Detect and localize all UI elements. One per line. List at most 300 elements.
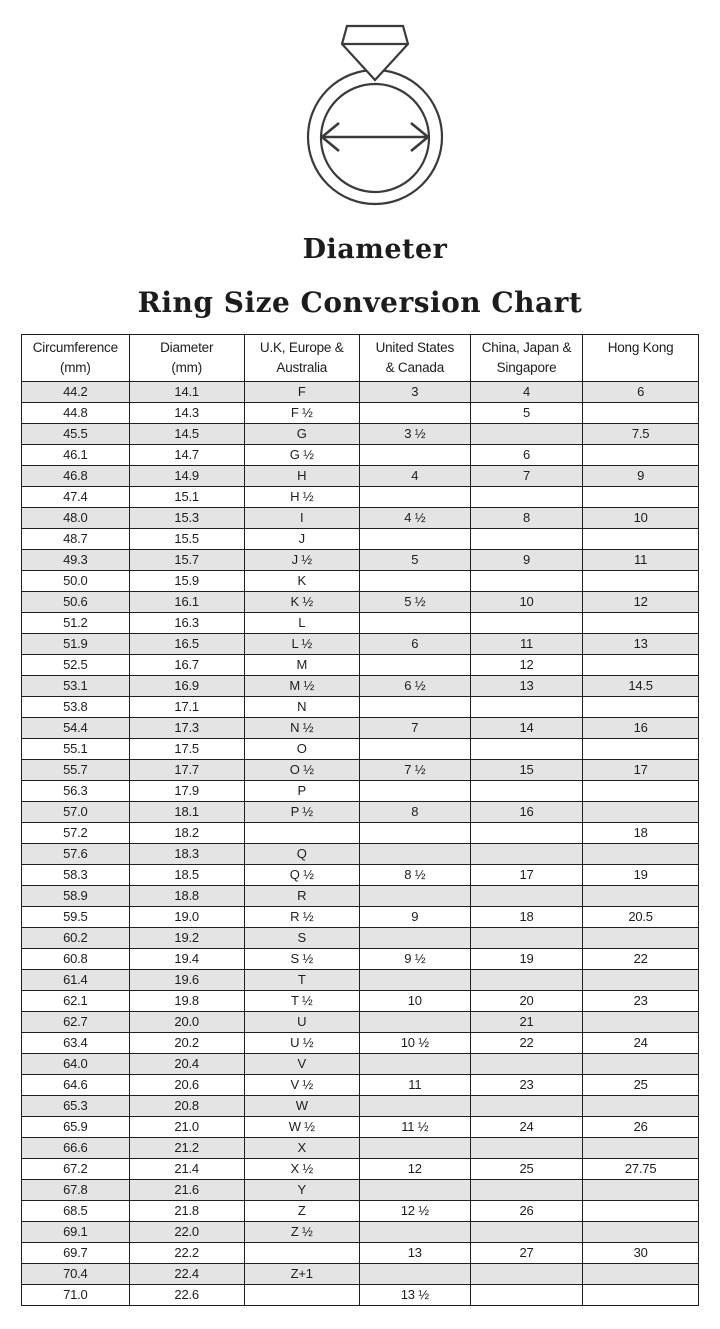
table-cell-circumference-mm: 66.6 — [22, 1138, 130, 1159]
table-cell-china-japan-singapore: 16 — [470, 802, 582, 823]
table-cell-hong-kong: 30 — [583, 1243, 699, 1264]
table-cell-circumference-mm: 69.7 — [22, 1243, 130, 1264]
table-cell-hong-kong — [583, 697, 699, 718]
table-cell-uk-europe-australia: V ½ — [244, 1075, 359, 1096]
table-cell-diameter-mm: 22.0 — [129, 1222, 244, 1243]
table-row — [22, 1033, 699, 1054]
table-cell-china-japan-singapore: 14 — [470, 718, 582, 739]
table-cell-hong-kong — [583, 1180, 699, 1201]
table-cell-diameter-mm: 14.7 — [129, 445, 244, 466]
table-cell-hong-kong: 9 — [583, 466, 699, 487]
table-row — [22, 592, 699, 613]
ring-diameter-illustration — [265, 10, 485, 210]
table-row — [22, 802, 699, 823]
table-cell-hong-kong — [583, 655, 699, 676]
table-cell-diameter-mm: 14.9 — [129, 466, 244, 487]
table-row — [22, 634, 699, 655]
column-header-united-states-canada: United States & Canada — [359, 335, 470, 382]
page-title: Ring Size Conversion Chart — [137, 286, 583, 319]
table-cell-united-states-canada: 10 ½ — [359, 1033, 470, 1054]
table-cell-diameter-mm: 14.5 — [129, 424, 244, 445]
table-cell-china-japan-singapore: 12 — [470, 655, 582, 676]
table-cell-circumference-mm: 57.0 — [22, 802, 130, 823]
table-cell-uk-europe-australia: L — [244, 613, 359, 634]
table-cell-uk-europe-australia: U ½ — [244, 1033, 359, 1054]
table-cell-china-japan-singapore: 21 — [470, 1012, 582, 1033]
table-cell-hong-kong — [583, 1096, 699, 1117]
table-cell-china-japan-singapore: 23 — [470, 1075, 582, 1096]
table-cell-china-japan-singapore — [470, 529, 582, 550]
table-cell-hong-kong: 10 — [583, 508, 699, 529]
table-cell-united-states-canada: 12 — [359, 1159, 470, 1180]
table-cell-china-japan-singapore: 20 — [470, 991, 582, 1012]
table-row — [22, 1201, 699, 1222]
table-cell-china-japan-singapore — [470, 739, 582, 760]
table-cell-hong-kong: 12 — [583, 592, 699, 613]
table-cell-china-japan-singapore: 10 — [470, 592, 582, 613]
column-header-uk-europe-australia: U.K, Europe & Australia — [244, 335, 359, 382]
table-cell-circumference-mm: 44.8 — [22, 403, 130, 424]
table-cell-circumference-mm: 69.1 — [22, 1222, 130, 1243]
table-cell-china-japan-singapore — [470, 1222, 582, 1243]
table-row — [22, 949, 699, 970]
table-cell-diameter-mm: 14.3 — [129, 403, 244, 424]
table-cell-china-japan-singapore — [470, 1096, 582, 1117]
table-cell-circumference-mm: 68.5 — [22, 1201, 130, 1222]
table-cell-united-states-canada: 11 ½ — [359, 1117, 470, 1138]
table-cell-hong-kong: 16 — [583, 718, 699, 739]
table-cell-uk-europe-australia: O ½ — [244, 760, 359, 781]
table-cell-uk-europe-australia: K — [244, 571, 359, 592]
table-cell-china-japan-singapore — [470, 823, 582, 844]
table-cell-circumference-mm: 47.4 — [22, 487, 130, 508]
table-cell-hong-kong — [583, 571, 699, 592]
table-row — [22, 676, 699, 697]
table-row — [22, 571, 699, 592]
table-cell-united-states-canada — [359, 697, 470, 718]
table-cell-china-japan-singapore — [470, 781, 582, 802]
table-cell-china-japan-singapore — [470, 1054, 582, 1075]
table-cell-united-states-canada — [359, 970, 470, 991]
table-cell-diameter-mm: 17.1 — [129, 697, 244, 718]
table-cell-united-states-canada: 13 — [359, 1243, 470, 1264]
table-cell-hong-kong — [583, 1012, 699, 1033]
table-cell-circumference-mm: 59.5 — [22, 907, 130, 928]
table-cell-uk-europe-australia — [244, 1243, 359, 1264]
header-row — [22, 335, 699, 382]
table-cell-united-states-canada: 11 — [359, 1075, 470, 1096]
column-header-diameter-mm: Diameter (mm) — [129, 335, 244, 382]
table-cell-uk-europe-australia: O — [244, 739, 359, 760]
table-cell-hong-kong: 19 — [583, 865, 699, 886]
table-row — [22, 466, 699, 487]
table-cell-hong-kong: 27.75 — [583, 1159, 699, 1180]
table-cell-china-japan-singapore — [470, 886, 582, 907]
table-cell-circumference-mm: 65.3 — [22, 1096, 130, 1117]
table-cell-china-japan-singapore — [470, 1138, 582, 1159]
table-row — [22, 382, 699, 403]
table-row — [22, 1222, 699, 1243]
table-cell-hong-kong: 24 — [583, 1033, 699, 1054]
table-cell-hong-kong — [583, 1054, 699, 1075]
diameter-arrow — [322, 123, 428, 151]
table-cell-uk-europe-australia: K ½ — [244, 592, 359, 613]
table-row — [22, 1243, 699, 1264]
table-cell-diameter-mm: 17.7 — [129, 760, 244, 781]
table-row — [22, 865, 699, 886]
table-cell-hong-kong — [583, 529, 699, 550]
table-cell-circumference-mm: 64.0 — [22, 1054, 130, 1075]
table-cell-china-japan-singapore: 8 — [470, 508, 582, 529]
table-row — [22, 718, 699, 739]
table-cell-hong-kong — [583, 1222, 699, 1243]
table-cell-circumference-mm: 61.4 — [22, 970, 130, 991]
table-row — [22, 403, 699, 424]
table-cell-diameter-mm: 20.8 — [129, 1096, 244, 1117]
table-cell-uk-europe-australia: T ½ — [244, 991, 359, 1012]
table-row — [22, 655, 699, 676]
table-cell-united-states-canada: 3 — [359, 382, 470, 403]
table-cell-uk-europe-australia: N ½ — [244, 718, 359, 739]
table-cell-china-japan-singapore: 19 — [470, 949, 582, 970]
table-cell-united-states-canada — [359, 571, 470, 592]
table-cell-china-japan-singapore: 6 — [470, 445, 582, 466]
table-row — [22, 1054, 699, 1075]
table-cell-uk-europe-australia: V — [244, 1054, 359, 1075]
table-cell-hong-kong: 7.5 — [583, 424, 699, 445]
table-cell-uk-europe-australia — [244, 1285, 359, 1306]
table-row — [22, 508, 699, 529]
table-cell-uk-europe-australia: Y — [244, 1180, 359, 1201]
table-cell-united-states-canada — [359, 886, 470, 907]
table-cell-circumference-mm: 55.7 — [22, 760, 130, 781]
table-cell-china-japan-singapore: 7 — [470, 466, 582, 487]
table-cell-diameter-mm: 15.7 — [129, 550, 244, 571]
table-cell-china-japan-singapore — [470, 424, 582, 445]
table-row — [22, 823, 699, 844]
table-cell-circumference-mm: 46.1 — [22, 445, 130, 466]
table-cell-circumference-mm: 49.3 — [22, 550, 130, 571]
table-cell-diameter-mm: 17.3 — [129, 718, 244, 739]
table-cell-hong-kong: 22 — [583, 949, 699, 970]
table-row — [22, 1012, 699, 1033]
table-cell-china-japan-singapore — [470, 487, 582, 508]
table-cell-united-states-canada — [359, 1012, 470, 1033]
table-cell-united-states-canada: 7 ½ — [359, 760, 470, 781]
table-cell-uk-europe-australia: Z ½ — [244, 1222, 359, 1243]
table-cell-diameter-mm: 17.9 — [129, 781, 244, 802]
table-row — [22, 886, 699, 907]
table-cell-united-states-canada — [359, 823, 470, 844]
table-cell-hong-kong — [583, 445, 699, 466]
table-cell-uk-europe-australia: N — [244, 697, 359, 718]
table-row — [22, 487, 699, 508]
table-cell-hong-kong: 14.5 — [583, 676, 699, 697]
table-cell-uk-europe-australia: U — [244, 1012, 359, 1033]
table-row — [22, 1264, 699, 1285]
table-cell-diameter-mm: 22.4 — [129, 1264, 244, 1285]
table-cell-uk-europe-australia: Q — [244, 844, 359, 865]
table-cell-uk-europe-australia: Z — [244, 1201, 359, 1222]
table-cell-united-states-canada — [359, 1054, 470, 1075]
table-cell-china-japan-singapore: 9 — [470, 550, 582, 571]
table-cell-uk-europe-australia: P ½ — [244, 802, 359, 823]
table-cell-hong-kong — [583, 781, 699, 802]
table-cell-united-states-canada: 5 — [359, 550, 470, 571]
table-cell-china-japan-singapore: 22 — [470, 1033, 582, 1054]
table-cell-uk-europe-australia: F ½ — [244, 403, 359, 424]
table-cell-china-japan-singapore — [470, 697, 582, 718]
table-cell-united-states-canada: 13 ½ — [359, 1285, 470, 1306]
table-cell-uk-europe-australia: H — [244, 466, 359, 487]
table-cell-diameter-mm: 16.9 — [129, 676, 244, 697]
table-cell-circumference-mm: 70.4 — [22, 1264, 130, 1285]
table-cell-united-states-canada — [359, 1180, 470, 1201]
table-cell-china-japan-singapore — [470, 928, 582, 949]
column-header-china-japan-singapore: China, Japan & Singapore — [470, 335, 582, 382]
table-row — [22, 1075, 699, 1096]
table-cell-circumference-mm: 65.9 — [22, 1117, 130, 1138]
table-cell-circumference-mm: 60.2 — [22, 928, 130, 949]
table-cell-uk-europe-australia: F — [244, 382, 359, 403]
table-cell-diameter-mm: 19.6 — [129, 970, 244, 991]
table-cell-diameter-mm: 20.2 — [129, 1033, 244, 1054]
table-cell-diameter-mm: 21.8 — [129, 1201, 244, 1222]
table-cell-united-states-canada — [359, 529, 470, 550]
table-cell-diameter-mm: 18.8 — [129, 886, 244, 907]
table-cell-hong-kong: 6 — [583, 382, 699, 403]
table-cell-circumference-mm: 67.2 — [22, 1159, 130, 1180]
table-cell-united-states-canada — [359, 655, 470, 676]
table-row — [22, 907, 699, 928]
table-cell-circumference-mm: 58.9 — [22, 886, 130, 907]
table-cell-uk-europe-australia: M ½ — [244, 676, 359, 697]
ring-size-table — [21, 334, 699, 1306]
table-cell-united-states-canada — [359, 1264, 470, 1285]
table-cell-china-japan-singapore — [470, 970, 582, 991]
column-header-hong-kong: Hong Kong — [583, 335, 699, 382]
table-cell-united-states-canada — [359, 487, 470, 508]
table-cell-uk-europe-australia: W ½ — [244, 1117, 359, 1138]
table-cell-united-states-canada: 3 ½ — [359, 424, 470, 445]
table-cell-united-states-canada — [359, 403, 470, 424]
table-cell-diameter-mm: 16.5 — [129, 634, 244, 655]
table-cell-uk-europe-australia: J — [244, 529, 359, 550]
table-row — [22, 928, 699, 949]
table-cell-diameter-mm: 21.0 — [129, 1117, 244, 1138]
table-cell-circumference-mm: 50.0 — [22, 571, 130, 592]
table-cell-diameter-mm: 22.2 — [129, 1243, 244, 1264]
table-row — [22, 1285, 699, 1306]
table-cell-diameter-mm: 20.0 — [129, 1012, 244, 1033]
table-cell-hong-kong: 25 — [583, 1075, 699, 1096]
table-cell-china-japan-singapore — [470, 844, 582, 865]
table-cell-uk-europe-australia — [244, 823, 359, 844]
table-cell-circumference-mm: 63.4 — [22, 1033, 130, 1054]
table-row — [22, 760, 699, 781]
table-cell-circumference-mm: 71.0 — [22, 1285, 130, 1306]
table-cell-united-states-canada — [359, 445, 470, 466]
table-cell-uk-europe-australia: S — [244, 928, 359, 949]
table-cell-china-japan-singapore — [470, 1264, 582, 1285]
table-cell-diameter-mm: 16.1 — [129, 592, 244, 613]
table-cell-united-states-canada: 12 ½ — [359, 1201, 470, 1222]
table-cell-circumference-mm: 58.3 — [22, 865, 130, 886]
table-cell-china-japan-singapore: 26 — [470, 1201, 582, 1222]
table-cell-united-states-canada — [359, 1096, 470, 1117]
table-cell-united-states-canada: 8 — [359, 802, 470, 823]
table-cell-united-states-canada: 4 — [359, 466, 470, 487]
table-cell-circumference-mm: 57.6 — [22, 844, 130, 865]
table-cell-uk-europe-australia: X — [244, 1138, 359, 1159]
table-cell-diameter-mm: 18.1 — [129, 802, 244, 823]
table-cell-china-japan-singapore — [470, 1180, 582, 1201]
table-row — [22, 739, 699, 760]
table-cell-circumference-mm: 57.2 — [22, 823, 130, 844]
table-cell-uk-europe-australia: L ½ — [244, 634, 359, 655]
table-cell-united-states-canada — [359, 781, 470, 802]
table-cell-diameter-mm: 15.9 — [129, 571, 244, 592]
table-cell-circumference-mm: 54.4 — [22, 718, 130, 739]
table-cell-uk-europe-australia: T — [244, 970, 359, 991]
table-cell-china-japan-singapore: 13 — [470, 676, 582, 697]
table-cell-uk-europe-australia: M — [244, 655, 359, 676]
table-cell-diameter-mm: 19.2 — [129, 928, 244, 949]
table-cell-uk-europe-australia: I — [244, 508, 359, 529]
table-cell-hong-kong: 11 — [583, 550, 699, 571]
table-cell-united-states-canada: 4 ½ — [359, 508, 470, 529]
table-cell-hong-kong — [583, 1138, 699, 1159]
table-cell-uk-europe-australia: P — [244, 781, 359, 802]
table-cell-diameter-mm: 16.7 — [129, 655, 244, 676]
diamond-shape — [342, 26, 408, 80]
table-cell-circumference-mm: 48.0 — [22, 508, 130, 529]
table-cell-china-japan-singapore: 18 — [470, 907, 582, 928]
table-cell-hong-kong: 26 — [583, 1117, 699, 1138]
table-cell-diameter-mm: 20.4 — [129, 1054, 244, 1075]
table-cell-china-japan-singapore — [470, 571, 582, 592]
table-cell-diameter-mm: 18.5 — [129, 865, 244, 886]
table-cell-united-states-canada — [359, 1138, 470, 1159]
table-cell-united-states-canada — [359, 1222, 470, 1243]
table-row — [22, 697, 699, 718]
table-row — [22, 991, 699, 1012]
table-cell-diameter-mm: 14.1 — [129, 382, 244, 403]
table-row — [22, 1180, 699, 1201]
table-cell-uk-europe-australia: X ½ — [244, 1159, 359, 1180]
table-cell-hong-kong: 17 — [583, 760, 699, 781]
table-cell-uk-europe-australia: Z+1 — [244, 1264, 359, 1285]
table-cell-diameter-mm: 19.4 — [129, 949, 244, 970]
table-cell-china-japan-singapore: 11 — [470, 634, 582, 655]
table-cell-circumference-mm: 50.6 — [22, 592, 130, 613]
table-cell-hong-kong — [583, 844, 699, 865]
table-cell-circumference-mm: 62.7 — [22, 1012, 130, 1033]
table-cell-uk-europe-australia: R — [244, 886, 359, 907]
table-cell-hong-kong: 23 — [583, 991, 699, 1012]
table-cell-china-japan-singapore: 17 — [470, 865, 582, 886]
table-cell-hong-kong — [583, 1201, 699, 1222]
table-cell-united-states-canada: 9 — [359, 907, 470, 928]
diameter-label: Diameter — [302, 234, 448, 265]
table-cell-united-states-canada — [359, 739, 470, 760]
table-cell-united-states-canada: 8 ½ — [359, 865, 470, 886]
table-row — [22, 844, 699, 865]
table-cell-circumference-mm: 53.8 — [22, 697, 130, 718]
table-row — [22, 1159, 699, 1180]
table-cell-united-states-canada: 5 ½ — [359, 592, 470, 613]
table-cell-diameter-mm: 21.2 — [129, 1138, 244, 1159]
table-row — [22, 1096, 699, 1117]
table-header — [22, 335, 699, 382]
table-cell-circumference-mm: 60.8 — [22, 949, 130, 970]
table-cell-diameter-mm: 22.6 — [129, 1285, 244, 1306]
table-cell-diameter-mm: 16.3 — [129, 613, 244, 634]
table-cell-hong-kong — [583, 739, 699, 760]
table-cell-united-states-canada — [359, 844, 470, 865]
table-cell-diameter-mm: 15.1 — [129, 487, 244, 508]
table-cell-hong-kong — [583, 487, 699, 508]
table-cell-hong-kong — [583, 1264, 699, 1285]
table-cell-united-states-canada: 7 — [359, 718, 470, 739]
ring-icon — [265, 10, 485, 210]
table-cell-china-japan-singapore — [470, 613, 582, 634]
table-cell-diameter-mm: 15.3 — [129, 508, 244, 529]
table-cell-china-japan-singapore: 25 — [470, 1159, 582, 1180]
table-cell-circumference-mm: 55.1 — [22, 739, 130, 760]
table-row — [22, 529, 699, 550]
table-cell-china-japan-singapore: 24 — [470, 1117, 582, 1138]
table-row — [22, 550, 699, 571]
table-row — [22, 1138, 699, 1159]
table-cell-circumference-mm: 46.8 — [22, 466, 130, 487]
table-cell-hong-kong — [583, 802, 699, 823]
table-cell-circumference-mm: 45.5 — [22, 424, 130, 445]
table-cell-china-japan-singapore: 5 — [470, 403, 582, 424]
table-row — [22, 424, 699, 445]
table-cell-circumference-mm: 53.1 — [22, 676, 130, 697]
table-cell-hong-kong — [583, 1285, 699, 1306]
table-cell-china-japan-singapore — [470, 1285, 582, 1306]
table-row — [22, 781, 699, 802]
table-cell-uk-europe-australia: S ½ — [244, 949, 359, 970]
table-cell-united-states-canada — [359, 928, 470, 949]
table-cell-circumference-mm: 48.7 — [22, 529, 130, 550]
table-cell-china-japan-singapore: 4 — [470, 382, 582, 403]
table-cell-diameter-mm: 21.4 — [129, 1159, 244, 1180]
table-row — [22, 970, 699, 991]
table-cell-diameter-mm: 19.0 — [129, 907, 244, 928]
table-cell-uk-europe-australia: Q ½ — [244, 865, 359, 886]
table-cell-diameter-mm: 19.8 — [129, 991, 244, 1012]
table-cell-diameter-mm: 15.5 — [129, 529, 244, 550]
table-cell-diameter-mm: 18.2 — [129, 823, 244, 844]
table-cell-uk-europe-australia: G — [244, 424, 359, 445]
column-header-circumference-mm: Circumference (mm) — [22, 335, 130, 382]
table-cell-hong-kong: 18 — [583, 823, 699, 844]
table-cell-circumference-mm: 52.5 — [22, 655, 130, 676]
table-body — [22, 382, 699, 1306]
table-cell-united-states-canada: 9 ½ — [359, 949, 470, 970]
table-cell-hong-kong — [583, 886, 699, 907]
table-cell-circumference-mm: 67.8 — [22, 1180, 130, 1201]
table-cell-united-states-canada: 6 ½ — [359, 676, 470, 697]
table-cell-circumference-mm: 44.2 — [22, 382, 130, 403]
table-cell-diameter-mm: 21.6 — [129, 1180, 244, 1201]
table-cell-hong-kong: 13 — [583, 634, 699, 655]
table-cell-circumference-mm: 51.9 — [22, 634, 130, 655]
table-row — [22, 1117, 699, 1138]
